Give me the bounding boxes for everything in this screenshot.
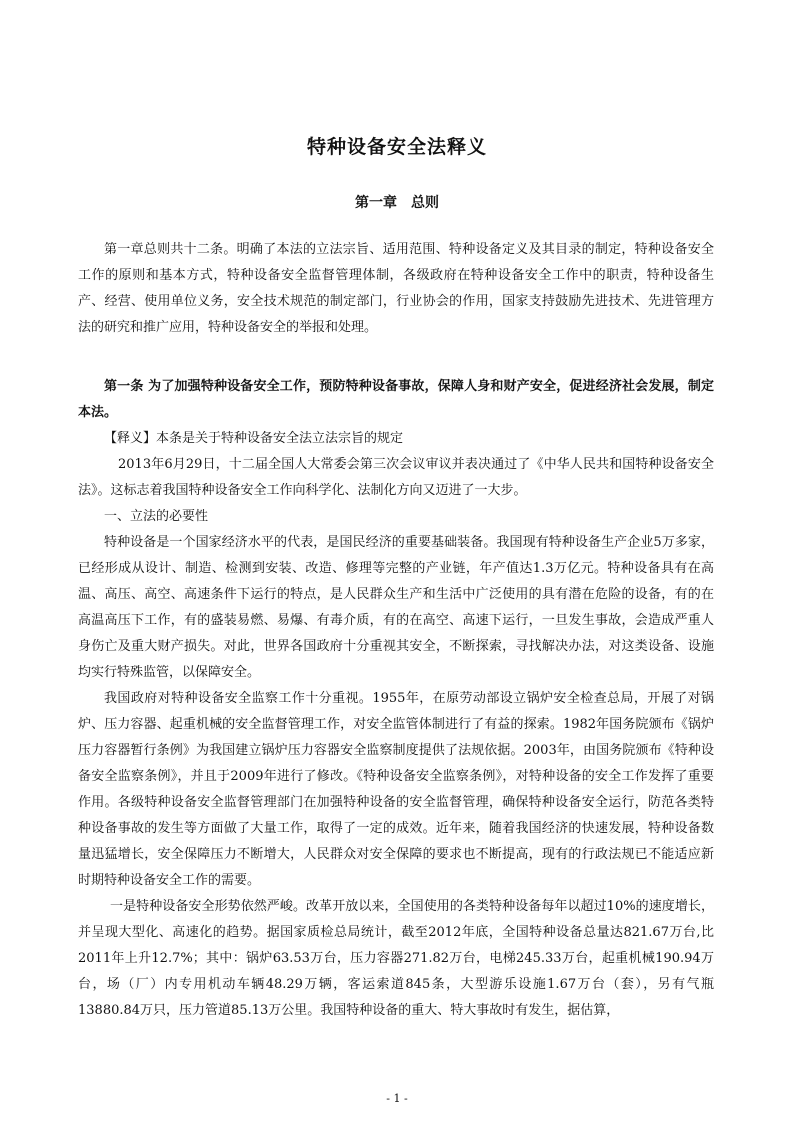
article-1: 第一条 为了加强特种设备安全工作，预防特种设备事故，保障人身和财产安全，促进经济社会发展，制定本法。 (78, 379, 714, 420)
document-title: 特种设备安全法释义 (306, 136, 487, 158)
paragraph-history: 我国政府对特种设备安全监察工作十分重视。1955年，在原劳动部设立锅炉安全检查总局，开展了对锅炉、压力容器、起重机械的安全监督管理工作，对安全监管体制进行了有益的探索。1982年国务院颁布《锅炉压力容器暂行条例》为我国建立锅炉压力容器安全监察制度提供了法规依据。2003年，由国务院颁布《特种设备安全监察条例》，并且于2009年进行了修改。《特种设备安全监察条例》，对特种设备的安全工作发挥了重要作用。各级特种设备安全监督管理部门在加强特种设备的安全监督管理，确保特种设备安全运行，防范各类特种设备事故的发生等方面做了大量工作，取得了一定的成效。近年来，随着我国经济的快速发展，特种设备数量迅猛增长，安全保障压力不断增大，人民群众对安全保障的要求也不断提高，现有的行政法规已不能适应新时期特种设备安全工作的需要。 (78, 691, 714, 888)
section-heading: 一、立法的必要性 (104, 509, 209, 524)
main-content (78, 374, 714, 1024)
page-number: - 1 - (386, 1092, 408, 1105)
intro-paragraph: 第一章总则共十二条。明确了本法的立法宗旨、适用范围、特种设备定义及其目录的制定，特种设备安全工作的原则和基本方式，特种设备安全监督管理体制，各级政府在特种设备安全工作中的职责，特种设备生产、经营、使用单位义务，安全技术规范的制定部门，行业协会的作用，国家支持鼓励先进技术、先进管理方法的研究和推广应用，特种设备安全的举报和处理。 (78, 242, 714, 335)
explanation-heading: 【释义】本条是关于特种设备安全法立法宗旨的规定 (104, 431, 404, 446)
paragraph-national: 特种设备是一个国家经济水平的代表，是国民经济的重要基础装备。我国现有特种设备生产企业5万多家，已经形成从设计、制造、检测到安装、改造、修理等完整的产业链，年产值达1.3万亿元。特种设备具有在高温、高压、高空、高速条件下运行的特点，是人民群众生产和生活中广泛使用的具有潜在危险的设备，有的在高温高压下工作，有的盛装易燃、易爆、有毒介质，有的在高空、高速下运行，一旦发生事故，会造成严重人身伤亡及重大财产损失。对此，世界各国政府十分重视其安全，不断探索，寻找解决办法，对这类设备、设施均实行特殊监管，以保障安全。 (78, 535, 714, 680)
chapter-intro (78, 237, 714, 341)
paragraph-2013: 2013年6月29日，十二届全国人大常委会第三次会议审议并表决通过了《中华人民共和国特种设备安全法》。这标志着我国特种设备安全工作向科学化、法制化方向又迈进了一大步。 (78, 457, 714, 498)
paragraph-situation: 一是特种设备安全形势依然严峻。改革开放以来，全国使用的各类特种设备每年以超过10%的速度增长，并呈现大型化、高速化的趋势。据国家质检总局统计，截至2012年底，全国特种设备总量达821.67万台,比2011年上升12.7%；其中：锅炉63.53万台，压力容器271.82万台，电梯245.33万台，起重机械190.94万台，场（厂）内专用机动车辆48.29万辆，客运索道845条，大型游乐设施1.67万台（套），另有气瓶13880.84万只，压力管道85.13万公里。我国特种设备的重大、特大事故时有发生，据估算， (78, 899, 714, 1018)
chapter-heading: 第一章 总则 (355, 195, 439, 211)
